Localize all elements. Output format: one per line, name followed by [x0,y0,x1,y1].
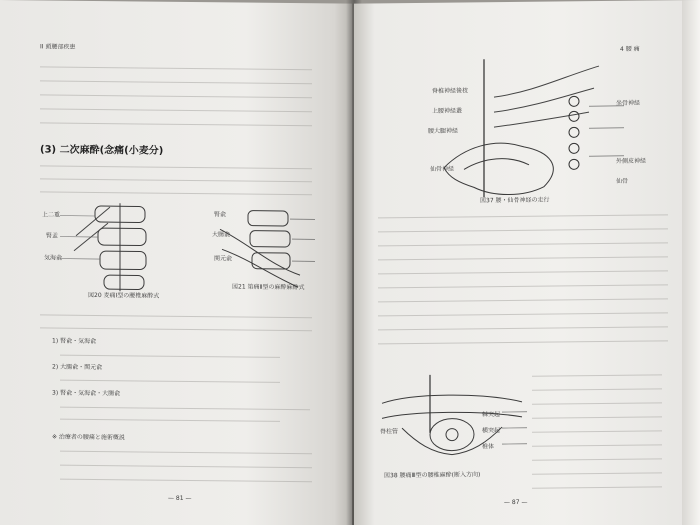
fig37-label-2: 上腰神経叢 [432,107,463,115]
figure-38-caption: 図38 腰痛Ⅲ型の腰椎麻酔(断入方向) [384,471,481,480]
fig37-label-1: 脊椎神経後枝 [432,87,469,95]
fig37-label-5: 坐骨神経 [616,99,641,107]
spine-figure-2 [210,204,330,295]
figure-20-caption: 図20 麦痛Ⅰ型の腰椎麻酔式 [88,291,160,300]
fig37-label-4: 仙骨神経 [430,165,455,173]
label-f: 関元兪 [214,255,233,263]
list-item-1: 1) 腎兪・気海兪 [52,337,97,346]
fig38-label-2: 横突起 [482,427,501,435]
figure-21-caption: 図21 第痛Ⅱ型の麻酔麻酔式 [232,283,305,292]
vertebra-cross-section [372,372,532,474]
running-head: II 頭腰部疾患 [40,43,76,51]
list-item-2: 2) 大腸兪・関元兪 [52,363,103,372]
fig37-label-7: 仙骨 [616,177,629,185]
label-b: 腎盂 [46,232,59,240]
fig38-label-3: 椎体 [482,443,495,451]
page-number-right: — 87 — [504,498,528,507]
page-edge [682,0,700,525]
label-a: 上二重 [42,211,61,219]
label-d: 腎兪 [214,211,227,219]
page-number-left: — 81 — [168,494,192,503]
right-page [354,0,700,525]
fig38-label-4: 脊柱管 [380,428,399,436]
fig37-label-3: 腰大腿神経 [428,127,459,135]
subsection-heading: ※ 治療者の腰痛と施術概説 [52,433,125,442]
fig38-label-1: 棘突起 [482,411,501,419]
figure-37-caption: 図37 腰・仙骨神経の走行 [480,196,550,205]
label-c: 気海兪 [44,254,63,262]
label-e: 大腸兪 [212,231,231,239]
fig37-label-6: 外側皮神経 [616,157,647,165]
spine-figure-1 [40,200,180,296]
section-heading: (3) 二次麻酔(念痛(小麦分) [40,144,164,157]
running-head: 4 腰 痛 [620,45,640,53]
list-item-3: 3) 腎兪・気海兪・大腸兪 [52,389,121,398]
